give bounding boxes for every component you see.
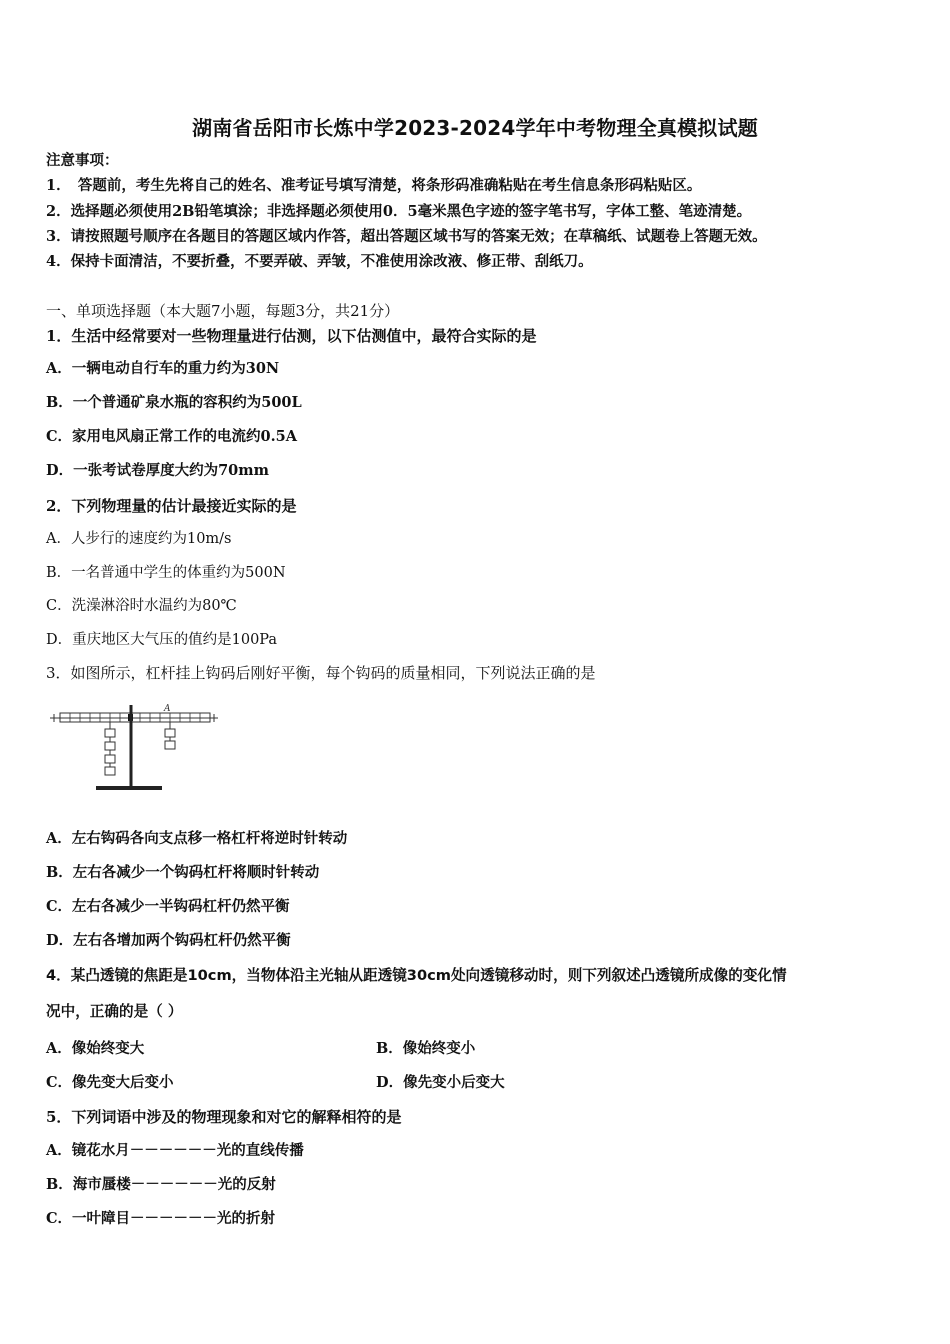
- question-1-option-a: A．一辆电动自行车的重力约为30N: [46, 360, 280, 377]
- question-2-option-d: D．重庆地区大气压的值约是100Pa: [46, 632, 278, 648]
- question-4-stem-line2: 况中，正确的是（ ）: [46, 1003, 183, 1020]
- question-5-option-b: B．海市蜃楼－－－－－－光的反射: [46, 1176, 276, 1193]
- left-weights: [105, 722, 115, 775]
- notice-heading: 注意事项：: [46, 152, 119, 169]
- question-3-option-b: B．左右各减少一个钩码杠杆将顺时针转动: [46, 864, 320, 881]
- question-1-option-c: C．家用电风扇正常工作的电流约0.5A: [46, 428, 298, 445]
- question-2-option-b: B．一名普通中学生的体重约为500N: [46, 565, 286, 581]
- question-1-option-b: B．一个普通矿泉水瓶的容积约为500L: [46, 394, 302, 411]
- question-3-option-d: D．左右各增加两个钩码杠杆仍然平衡: [46, 932, 291, 949]
- question-1-option-d: D．一张考试卷厚度大约为70mm: [46, 462, 269, 479]
- question-5-stem: 5．下列词语中涉及的物理现象和对它的解释相符的是: [46, 1108, 402, 1126]
- notice-item: 1． 答题前，考生先将自己的姓名、准考证号填写清楚，将条形码准确粘贴在考生信息条形码粘贴区。: [46, 177, 702, 194]
- question-4-option-a: A．像始终变大: [46, 1040, 145, 1057]
- question-4-option-d: D．像先变小后变大: [376, 1074, 505, 1091]
- question-4-option-b: B．像始终变小: [376, 1040, 476, 1057]
- notice-item: 3．请按照题号顺序在各题目的答题区域内作答，超出答题区域书写的答案无效；在草稿纸、试题卷上答题无效。: [46, 228, 767, 245]
- question-2-stem: 2．下列物理量的估计最接近实际的是: [46, 497, 297, 515]
- section-heading: 一、单项选择题（本大题7小题，每题3分，共21分）: [46, 302, 400, 320]
- notice-item: 2．选择题必须使用2B铅笔填涂；非选择题必须使用0．5毫米黑色字迹的签字笔书写，字体工整、笔迹清楚。: [46, 203, 752, 220]
- question-2-option-c: C．洗澡淋浴时水温约为80℃: [46, 598, 237, 614]
- right-weights: [165, 722, 175, 749]
- lever-figure: [48, 700, 228, 800]
- question-4-option-c: C．像先变大后变小: [46, 1074, 174, 1091]
- question-1-stem: 1．生活中经常要对一些物理量进行估测，以下估测值中，最符合实际的是: [46, 327, 537, 345]
- question-4-stem-line1: 4．某凸透镜的焦距是10cm，当物体沿主光轴从距透镜30cm处向透镜移动时，则下列叙述凸透镜所成像的变化情: [46, 967, 787, 984]
- figure-point-label: A: [164, 704, 171, 714]
- page-title: 湖南省岳阳市长炼中学2023-2024学年中考物理全真模拟试题: [192, 116, 758, 140]
- question-2-option-a: A．人步行的速度约为10m/s: [46, 531, 232, 547]
- question-3-option-a: A．左右钩码各向支点移一格杠杆将逆时针转动: [46, 830, 348, 847]
- notice-item: 4．保持卡面清洁，不要折叠，不要弄破、弄皱，不准使用涂改液、修正带、刮纸刀。: [46, 253, 593, 270]
- question-5-option-c: C．一叶障目－－－－－－光的折射: [46, 1210, 276, 1227]
- question-5-option-a: A．镜花水月－－－－－－光的直线传播: [46, 1142, 304, 1159]
- question-3-option-c: C．左右各减少一半钩码杠杆仍然平衡: [46, 898, 290, 915]
- question-3-stem: 3．如图所示，杠杆挂上钩码后刚好平衡，每个钩码的质量相同，下列说法正确的是: [46, 664, 596, 682]
- lever-beam: [50, 713, 218, 722]
